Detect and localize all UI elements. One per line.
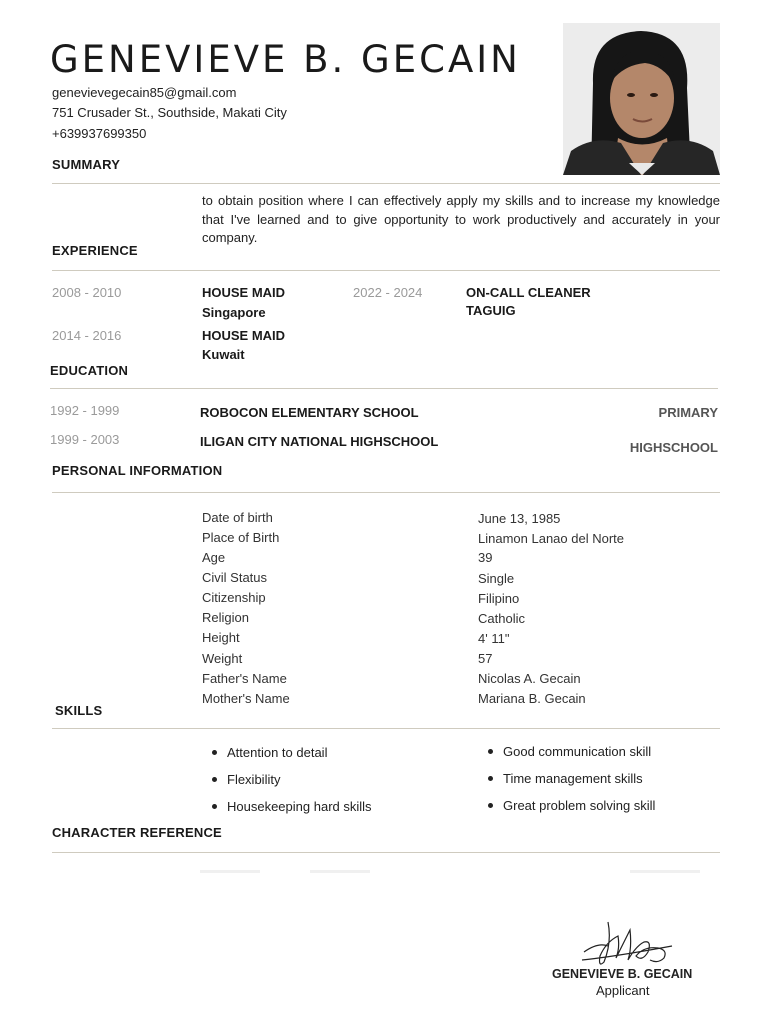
education-level: HIGHSCHOOL bbox=[629, 440, 718, 455]
experience-years: 2022 - 2024 bbox=[353, 285, 423, 300]
bullet-icon bbox=[212, 777, 217, 782]
info-label: Civil Status bbox=[202, 570, 268, 585]
info-value: June 13, 1985 bbox=[478, 511, 561, 526]
info-label: Place of Birth bbox=[202, 530, 280, 545]
info-label: Age bbox=[202, 550, 226, 565]
bullet-icon bbox=[488, 749, 493, 754]
faded-text-remnant bbox=[200, 868, 720, 876]
personal-info-divider bbox=[52, 492, 720, 493]
bullet-icon bbox=[488, 803, 493, 808]
skill-item: Flexibility bbox=[212, 772, 280, 787]
info-label: Citizenship bbox=[202, 590, 266, 605]
education-school: ROBOCON ELEMENTARY SCHOOL bbox=[200, 405, 419, 420]
applicant-name: GENEVIEVE B. GECAIN bbox=[50, 38, 521, 81]
experience-title: HOUSE MAID bbox=[202, 285, 286, 300]
info-label: Date of birth bbox=[202, 510, 273, 525]
experience-heading: EXPERIENCE bbox=[52, 243, 138, 258]
address-text: 751 Crusader St., Southside, Makati City bbox=[52, 105, 287, 120]
education-school: ILIGAN CITY NATIONAL HIGHSCHOOL bbox=[200, 434, 439, 449]
summary-text: to obtain position where I can effectively apply my skills and to increase my knowledge that I've learned and to give opportunity to work productively and accurately in your company. bbox=[202, 193, 720, 245]
skill-item: Housekeeping hard skills bbox=[212, 799, 372, 814]
character-reference-divider bbox=[52, 852, 720, 853]
skill-item: Time management skills bbox=[488, 771, 643, 786]
summary-heading: SUMMARY bbox=[52, 157, 121, 172]
character-reference-heading: CHARACTER REFERENCE bbox=[52, 825, 222, 840]
experience-place: TAGUIG bbox=[466, 303, 516, 318]
education-divider bbox=[50, 388, 718, 389]
skill-item: Good communication skill bbox=[488, 744, 651, 759]
info-label: Height bbox=[202, 630, 240, 645]
experience-years: 2014 - 2016 bbox=[52, 328, 122, 343]
info-label: Religion bbox=[202, 610, 249, 625]
info-value: 57 bbox=[478, 651, 493, 666]
info-value: Single bbox=[478, 571, 515, 586]
experience-place: Singapore bbox=[202, 305, 266, 320]
info-value: Linamon Lanao del Norte bbox=[478, 531, 624, 546]
info-value: 4' 11" bbox=[478, 631, 510, 646]
bullet-icon bbox=[212, 804, 217, 809]
summary-divider bbox=[52, 183, 720, 184]
education-level: PRIMARY bbox=[658, 405, 718, 420]
signature-name: GENEVIEVE B. GECAIN bbox=[552, 967, 693, 981]
experience-place: Kuwait bbox=[202, 347, 245, 362]
experience-title: HOUSE MAID bbox=[202, 328, 286, 343]
experience-title: ON-CALL CLEANER bbox=[466, 285, 591, 300]
bullet-icon bbox=[488, 776, 493, 781]
phone-text: +639937699350 bbox=[52, 126, 147, 141]
info-value: Catholic bbox=[478, 611, 525, 626]
info-value: Filipino bbox=[478, 591, 520, 606]
bullet-icon bbox=[212, 750, 217, 755]
info-value: Nicolas A. Gecain bbox=[478, 671, 581, 686]
handwritten-signature bbox=[578, 912, 678, 972]
personal-info-heading: PERSONAL INFORMATION bbox=[52, 463, 223, 478]
info-label: Mother's Name bbox=[202, 691, 290, 706]
skills-heading: SKILLS bbox=[55, 703, 103, 718]
info-value: Mariana B. Gecain bbox=[478, 691, 586, 706]
info-value: 39 bbox=[478, 550, 493, 565]
skills-divider bbox=[52, 728, 720, 729]
experience-divider bbox=[52, 270, 720, 271]
education-years: 1999 - 2003 bbox=[50, 432, 120, 447]
experience-years: 2008 - 2010 bbox=[52, 285, 122, 300]
info-label: Weight bbox=[202, 651, 243, 666]
info-label: Father's Name bbox=[202, 671, 287, 686]
profile-photo bbox=[563, 23, 720, 175]
signature-role: Applicant bbox=[596, 983, 650, 998]
email-text: genevievegecain85@gmail.com bbox=[52, 85, 237, 100]
skill-item: Attention to detail bbox=[212, 745, 327, 760]
education-years: 1992 - 1999 bbox=[50, 403, 120, 418]
skill-item: Great problem solving skill bbox=[488, 798, 655, 813]
education-heading: EDUCATION bbox=[50, 363, 129, 378]
